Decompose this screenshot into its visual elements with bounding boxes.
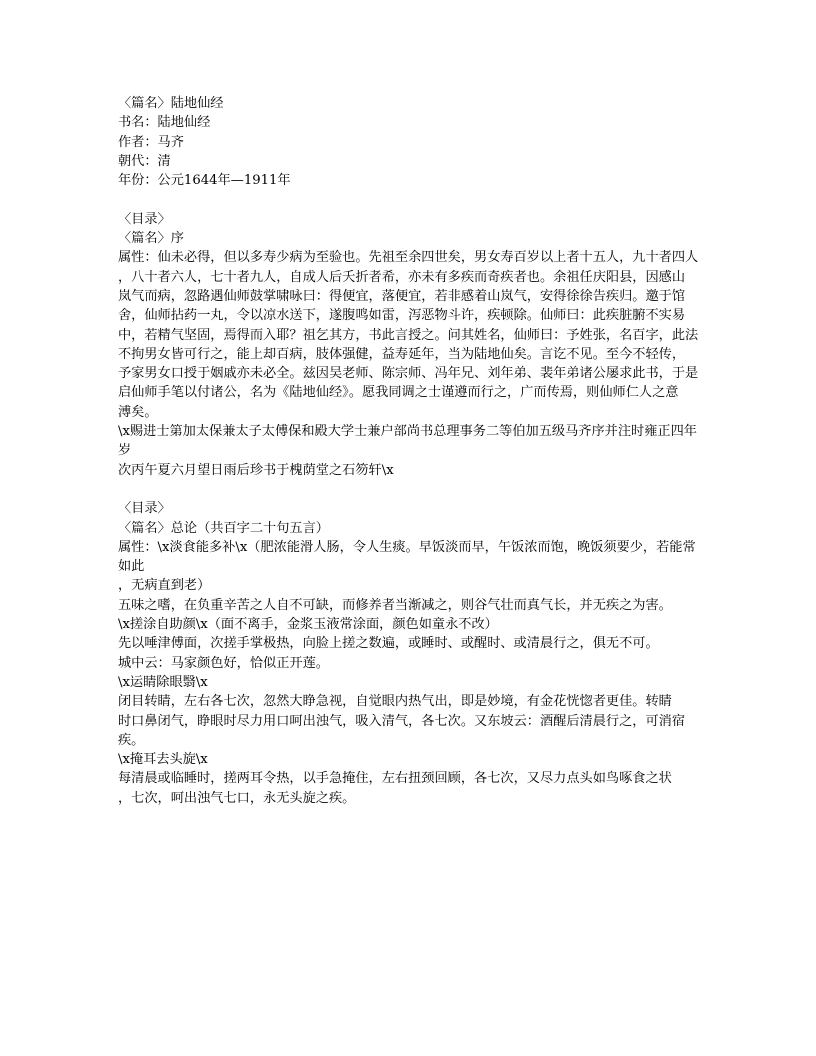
text-line: 时口鼻闭气，睁眼时尽力用口呵出浊气，吸入清气，各七次。又东坡云：酒醒后清晨行之，可消宿疾。 xyxy=(118,713,686,748)
text-line: 属性：\x淡食能多补\x（肥浓能滑人肠，令人生痰。早饭淡而早，午饭浓而饱，晚饭须要少，若能常如此 xyxy=(118,539,696,575)
spacer xyxy=(118,480,702,499)
header-block xyxy=(118,94,702,190)
text-line: ，八十者六人，七十者九人，自成人后夭折者希，亦未有多疾而奇疾者也。余祖任庆阳县，因感山 xyxy=(118,269,686,285)
text-line: 溥矣。 xyxy=(118,404,158,420)
text-line: \x搓涂自助颜\x（面不离手，金浆玉液常涂面，颜色如童永不改） xyxy=(118,617,498,633)
text-line: 先以唾津傅面，次搓手掌极热，向脸上搓之数遍，或睡时、或醒时、或清晨行之，俱无不可。 xyxy=(118,636,659,652)
text-line: 中，若精气坚固，焉得而入耶？祖乞其方，书此言授之。问其姓名，仙师曰：予姓张，名百字，此法 xyxy=(118,327,699,343)
book-line: 书名：陆地仙经 xyxy=(118,115,211,131)
text-line: 舍，仙师拈药一丸，令以凉水送下，遂腹鸣如雷，泻恶物斗许，疾顿除。仙师曰：此疾脏腑不实易 xyxy=(118,308,686,324)
text-line: \x赐进士第加太保兼太子太傅保和殿大学士兼户部尚书总理事务二等伯加五级马齐序并注时雍正四年岁 xyxy=(118,424,697,459)
text-line: 启仙师手笔以付诸公，名为《陆地仙经》。愿我同调之士谨遵而行之，广而传焉，则仙师仁人之意 xyxy=(118,385,679,401)
text-line: ，无病直到老） xyxy=(118,578,211,594)
text-line: 五味之嗜，在负重辛苦之人自不可缺，而修养者当渐减之，则谷气壮而真气长，并无疾之为害。 xyxy=(118,597,672,613)
preface-body xyxy=(118,248,702,480)
text-line: 不拘男女皆可行之，能上却百病，肢体强健，益寿延年，当为陆地仙矣。言讫不见。至今不轻传， xyxy=(118,346,686,362)
text-line: 闭目转睛，左右各七次，忽然大睁急视，自觉眼内热气出，即是妙境，有金花恍惚者更佳。转睛 xyxy=(118,694,672,710)
title-line: 〈篇名〉陆地仙经 xyxy=(118,96,224,111)
section-title: 〈篇名〉总论（共百字二十句五言） xyxy=(118,520,329,536)
year-line: 年份：公元1644年—1911年 xyxy=(118,173,291,189)
text-line: 城中云：马家颜色好，恰似正开莲。 xyxy=(118,655,329,671)
author-line: 作者：马齐 xyxy=(118,134,184,150)
preface-section xyxy=(118,210,702,480)
spacer xyxy=(118,190,702,209)
section-title: 〈篇名〉序 xyxy=(118,231,184,247)
general-section xyxy=(118,499,702,808)
text-line: \x掩耳去头旋\x xyxy=(118,752,208,768)
general-body xyxy=(118,538,702,808)
text-line: 属性：仙未必得，但以多寿少病为至验也。先祖至余四世矣，男女寿百岁以上者十五人，九十者四人 xyxy=(118,250,699,266)
text-line: 每清晨或临睡时，搓两耳令热，以手急掩住，左右扭颈回顾，各七次，又尽力点头如鸟啄食之状 xyxy=(118,771,672,787)
text-line: 予家男女口授于姻戚亦未必全。兹因吴老师、陈宗师、冯年兄、刘年弟、裴年弟诸公屡求此书，于是 xyxy=(118,366,699,382)
toc-label: 〈目录〉 xyxy=(118,501,171,517)
document-page xyxy=(118,94,702,808)
text-line: \x运睛除眼翳\x xyxy=(118,674,208,690)
text-line: 岚气而病，忽路遇仙师鼓掌啸咏曰：得便宜，落便宜，若非感着山岚气，安得徐徐告疾归。邀于馆 xyxy=(118,288,686,304)
text-line: 次丙午夏六月望日雨后珍书于槐荫堂之石笏轩\x xyxy=(118,462,394,478)
dynasty-line: 朝代：清 xyxy=(118,153,171,169)
toc-label: 〈目录〉 xyxy=(118,211,171,227)
text-line: ，七次，呵出浊气七口，永无头旋之疾。 xyxy=(118,790,356,806)
